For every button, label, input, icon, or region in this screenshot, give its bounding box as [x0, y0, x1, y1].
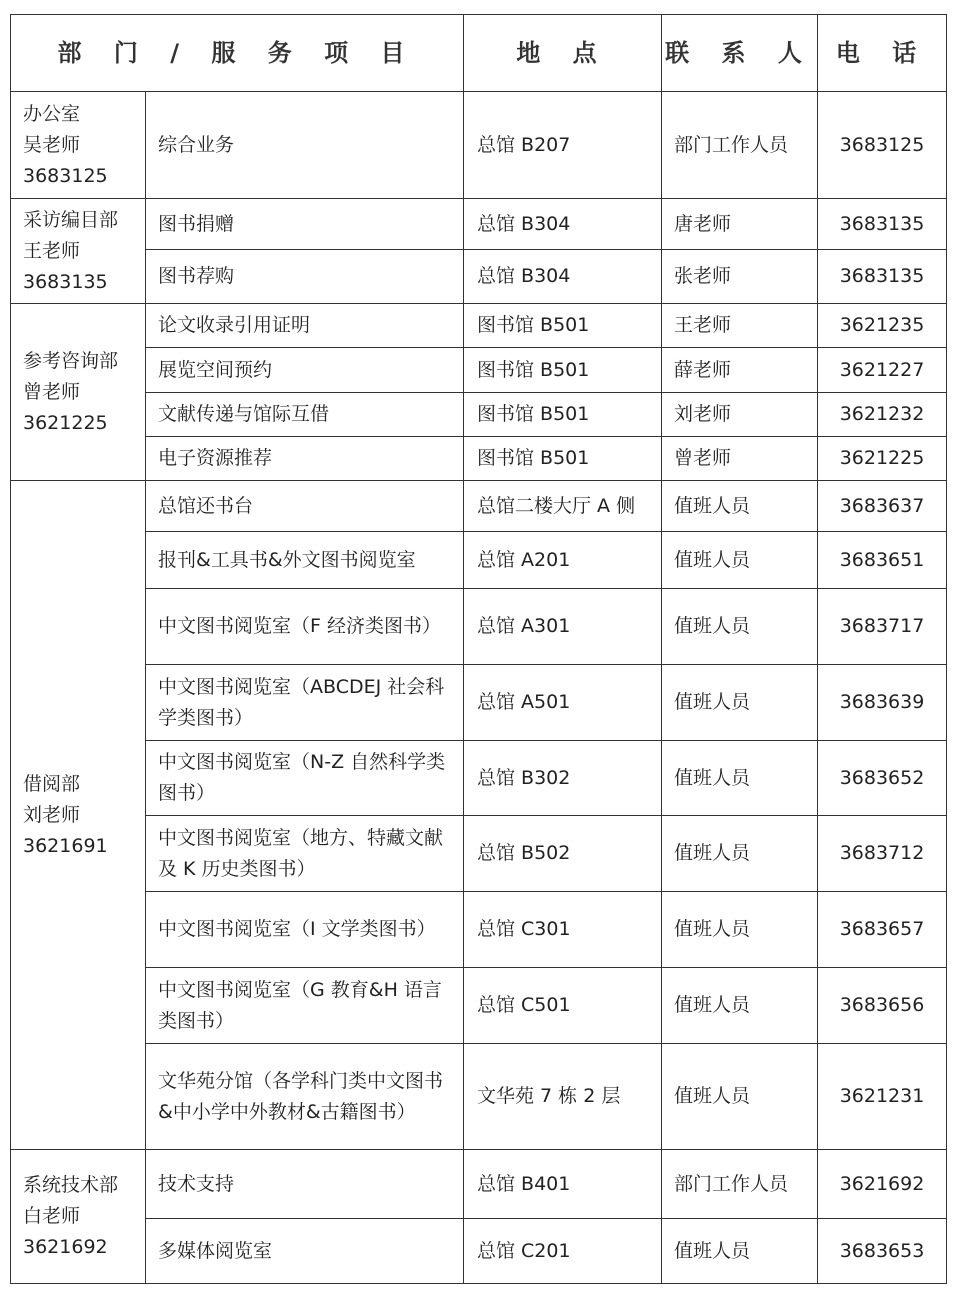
contact-cell: 值班人员 — [662, 892, 818, 968]
table-row — [11, 437, 947, 481]
service-cell: 中文图书阅览室（G 教育&H 语言类图书） — [146, 968, 464, 1044]
department-phone: 3621691 — [23, 834, 108, 857]
department-cell — [11, 481, 146, 1150]
table-row — [11, 532, 947, 589]
location-cell: 总馆 A501 — [464, 665, 662, 741]
location-cell: 总馆 C301 — [464, 892, 662, 968]
phone-cell: 3683712 — [818, 816, 947, 892]
service-cell: 综合业务 — [146, 92, 464, 199]
service-cell: 电子资源推荐 — [146, 437, 464, 481]
table-row — [11, 250, 947, 304]
location-cell: 总馆 B401 — [464, 1150, 662, 1219]
department-teacher: 曾老师 — [23, 380, 81, 403]
location-cell: 总馆 A301 — [464, 589, 662, 665]
phone-cell: 3683639 — [818, 665, 947, 741]
contact-cell: 刘老师 — [662, 393, 818, 437]
service-cell: 技术支持 — [146, 1150, 464, 1219]
service-cell: 中文图书阅览室（F 经济类图书） — [146, 589, 464, 665]
header-location: 地 点 — [464, 15, 662, 92]
table-row — [11, 348, 947, 393]
phone-cell: 3683135 — [818, 199, 947, 250]
phone-cell: 3621231 — [818, 1044, 947, 1150]
location-cell: 总馆 B302 — [464, 741, 662, 816]
phone-cell: 3621225 — [818, 437, 947, 481]
location-cell: 文华苑 7 栋 2 层 — [464, 1044, 662, 1150]
department-teacher: 吴老师 — [23, 133, 81, 156]
location-cell: 图书馆 B501 — [464, 304, 662, 348]
service-cell: 图书捐赠 — [146, 199, 464, 250]
phone-cell: 3683656 — [818, 968, 947, 1044]
location-cell: 总馆 B304 — [464, 250, 662, 304]
contact-cell: 值班人员 — [662, 1044, 818, 1150]
table-row — [11, 393, 947, 437]
service-cell: 展览空间预约 — [146, 348, 464, 393]
location-cell: 图书馆 B501 — [464, 437, 662, 481]
table-row — [11, 481, 947, 532]
contact-cell: 值班人员 — [662, 1219, 818, 1284]
table-row — [11, 199, 947, 250]
contact-cell: 王老师 — [662, 304, 818, 348]
header-dept-service: 部 门 / 服 务 项 目 — [11, 15, 464, 92]
location-cell: 总馆 B304 — [464, 199, 662, 250]
department-phone: 3683125 — [23, 164, 108, 187]
phone-cell: 3683651 — [818, 532, 947, 589]
department-cell — [11, 304, 146, 481]
contact-cell: 值班人员 — [662, 968, 818, 1044]
location-cell: 总馆 C201 — [464, 1219, 662, 1284]
service-cell: 中文图书阅览室（N-Z 自然科学类图书） — [146, 741, 464, 816]
location-cell: 总馆 C501 — [464, 968, 662, 1044]
department-name: 借阅部 — [23, 772, 81, 795]
contact-cell: 部门工作人员 — [662, 1150, 818, 1219]
contact-cell: 值班人员 — [662, 532, 818, 589]
location-cell: 图书馆 B501 — [464, 348, 662, 393]
service-cell: 报刊&工具书&外文图书阅览室 — [146, 532, 464, 589]
contact-cell: 唐老师 — [662, 199, 818, 250]
service-cell: 中文图书阅览室（I 文学类图书） — [146, 892, 464, 968]
table-row — [11, 665, 947, 741]
phone-cell: 3683657 — [818, 892, 947, 968]
department-name: 参考咨询部 — [23, 349, 119, 372]
table-row — [11, 304, 947, 348]
table-row — [11, 1219, 947, 1284]
phone-cell: 3621232 — [818, 393, 947, 437]
department-phone: 3621225 — [23, 411, 108, 434]
header-phone: 电 话 — [818, 15, 947, 92]
table-row — [11, 892, 947, 968]
table-row — [11, 589, 947, 665]
contact-cell: 值班人员 — [662, 665, 818, 741]
phone-cell: 3683653 — [818, 1219, 947, 1284]
contact-cell: 部门工作人员 — [662, 92, 818, 199]
department-name: 系统技术部 — [23, 1174, 119, 1196]
header-row — [11, 15, 947, 92]
location-cell: 总馆二楼大厅 A 侧 — [464, 481, 662, 532]
service-cell: 总馆还书台 — [146, 481, 464, 532]
library-directory-table — [10, 14, 947, 1284]
location-cell: 图书馆 B501 — [464, 393, 662, 437]
phone-cell: 3683125 — [818, 92, 947, 199]
department-cell — [11, 1150, 146, 1284]
phone-cell: 3683135 — [818, 250, 947, 304]
phone-cell: 3621692 — [818, 1150, 947, 1219]
table-row — [11, 816, 947, 892]
service-cell: 中文图书阅览室（地方、特藏文献及 K 历史类图书） — [146, 816, 464, 892]
department-cell — [11, 199, 146, 304]
table-row — [11, 1150, 947, 1219]
table-row — [11, 1044, 947, 1150]
table-row — [11, 92, 947, 199]
service-cell: 中文图书阅览室（ABCDEJ 社会科学类图书） — [146, 665, 464, 741]
contact-cell: 值班人员 — [662, 741, 818, 816]
service-cell: 多媒体阅览室 — [146, 1219, 464, 1284]
contact-cell: 曾老师 — [662, 437, 818, 481]
location-cell: 总馆 B207 — [464, 92, 662, 199]
contact-cell: 值班人员 — [662, 481, 818, 532]
department-teacher: 白老师 — [23, 1205, 81, 1227]
phone-cell: 3683717 — [818, 589, 947, 665]
contact-cell: 薛老师 — [662, 348, 818, 393]
department-phone: 3621692 — [23, 1236, 108, 1258]
header-contact: 联 系 人 — [662, 15, 818, 92]
service-cell: 论文收录引用证明 — [146, 304, 464, 348]
department-phone: 3683135 — [23, 270, 108, 293]
department-cell — [11, 92, 146, 199]
phone-cell: 3621235 — [818, 304, 947, 348]
service-cell: 文华苑分馆（各学科门类中文图书&中小学中外教材&古籍图书） — [146, 1044, 464, 1150]
contact-cell: 值班人员 — [662, 589, 818, 665]
contact-cell: 值班人员 — [662, 816, 818, 892]
table-row — [11, 968, 947, 1044]
table-row — [11, 741, 947, 816]
service-cell: 图书荐购 — [146, 250, 464, 304]
department-name: 办公室 — [23, 102, 81, 125]
phone-cell: 3621227 — [818, 348, 947, 393]
phone-cell: 3683652 — [818, 741, 947, 816]
department-teacher: 王老师 — [23, 239, 81, 262]
location-cell: 总馆 A201 — [464, 532, 662, 589]
phone-cell: 3683637 — [818, 481, 947, 532]
department-teacher: 刘老师 — [23, 803, 81, 826]
department-name: 采访编目部 — [23, 208, 119, 231]
location-cell: 总馆 B502 — [464, 816, 662, 892]
service-cell: 文献传递与馆际互借 — [146, 393, 464, 437]
contact-cell: 张老师 — [662, 250, 818, 304]
